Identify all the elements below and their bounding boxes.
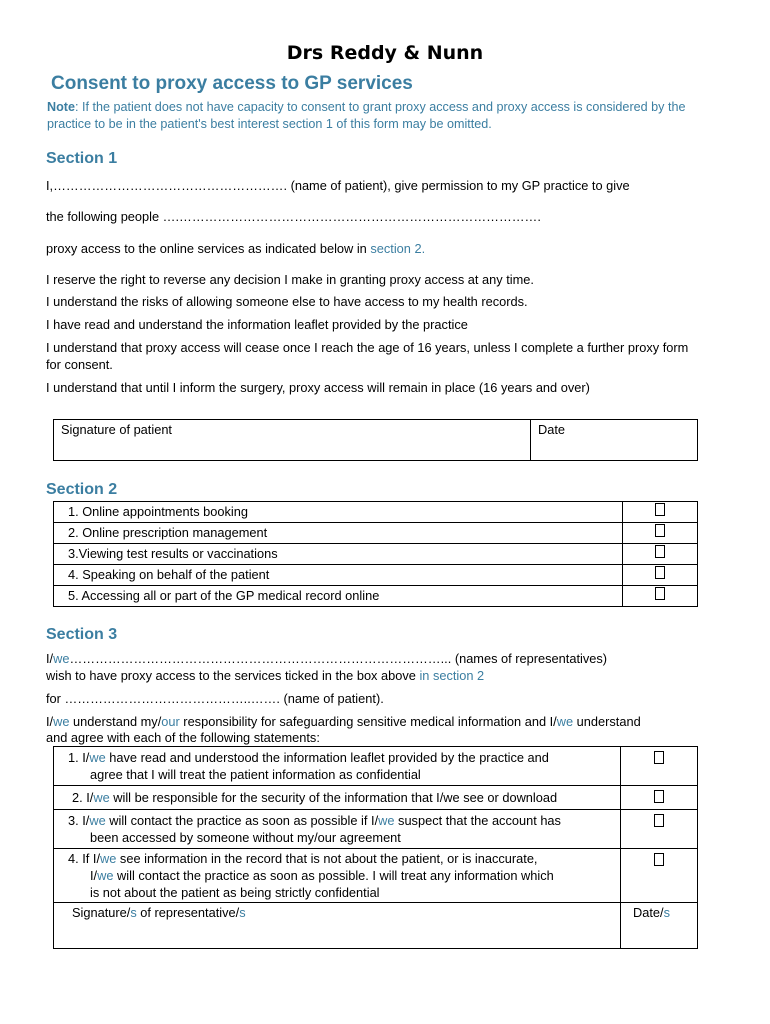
checkbox-icon[interactable]	[654, 814, 664, 827]
statement-1: I reserve the right to reverse any decision I make in granting proxy access at any time.	[46, 272, 534, 287]
s3-l2-a: wish to have proxy access to the services ticked in the box above	[46, 668, 420, 683]
patient-name-line: I,………………………………………………. (name of patient), give permission to my GP practice to give	[46, 178, 630, 193]
section3-heading: Section 3	[46, 626, 118, 643]
checkbox-icon[interactable]	[654, 853, 664, 866]
s3-l2-link: in section 2	[419, 668, 485, 683]
rep-checkbox[interactable]	[621, 849, 698, 903]
rep-statement-2: 2. I/we will be responsible for the security of the information that I/we see or download	[54, 786, 621, 810]
rep-checkbox[interactable]	[621, 810, 698, 849]
s3-l1-b: ……………………………………………………………………………... (names of representatives)	[69, 651, 608, 666]
patient-date-field[interactable]	[531, 420, 698, 461]
checkbox-icon[interactable]	[655, 503, 665, 516]
rep-date-field[interactable]: Date/s	[621, 903, 698, 949]
rep-statement-3: 3. I/we will contact the practice as soon as possible if I/we suspect that the account has been accessed by someone without my/our agreement	[54, 810, 621, 849]
service-checkbox[interactable]	[623, 565, 698, 586]
s3-l1-we: we	[53, 651, 70, 666]
service-item: 5. Accessing all or part of the GP medical record online	[54, 586, 623, 607]
statement-2: I understand the risks of allowing someone else to have access to my health records.	[46, 294, 528, 309]
section2-link: section 2.	[370, 241, 426, 256]
s3-l4-d: understand	[573, 714, 641, 729]
checkbox-icon[interactable]	[654, 790, 664, 803]
service-checkbox[interactable]	[623, 586, 698, 607]
rep-checkbox[interactable]	[621, 747, 698, 786]
note-text: : If the patient does not have capacity to consent to grant proxy access and proxy access is considered by the practice to be in the patient's best interest section 1 of this form may be omitted.	[47, 100, 686, 131]
form-title: Consent to proxy access to GP services	[51, 73, 413, 94]
proxy-access-line	[46, 240, 425, 257]
rep-checkbox[interactable]	[621, 786, 698, 810]
rep-signature-field[interactable]: Signature/s of representative/s	[54, 903, 621, 949]
section1-heading: Section 1	[46, 150, 118, 167]
service-item: 2. Online prescription management	[54, 523, 623, 544]
note-label: Note	[47, 100, 75, 114]
for-patient-line: for ……………………………………..……. (name of patient).	[46, 691, 384, 706]
statement-3: I have read and understand the information leaflet provided by the practice	[46, 317, 468, 332]
s3-l4-our: our	[161, 714, 180, 729]
service-checkbox[interactable]	[623, 523, 698, 544]
patient-signature-field[interactable]	[54, 420, 531, 461]
patient-signature-table	[53, 419, 698, 461]
service-checkbox[interactable]	[623, 544, 698, 565]
s3-l1-a: I/	[46, 651, 54, 666]
service-item: 3.Viewing test results or vaccinations	[54, 544, 623, 565]
practice-name: Drs Reddy & Nunn	[286, 42, 484, 64]
s3-l4-a: I/	[46, 714, 54, 729]
rep-statement-4: 4. If I/we see information in the record that is not about the patient, or is inaccurate, I/we will contact the practice as soon as possible. I will treat any information which is not about the patient as being strictly confidential	[54, 849, 621, 903]
s3-l4-we2: we	[556, 714, 574, 729]
note	[47, 99, 727, 133]
statements-table	[53, 746, 698, 949]
wish-line	[46, 667, 484, 684]
s3-l4-we: we	[53, 714, 70, 729]
checkbox-icon[interactable]	[655, 566, 665, 579]
statement-5: I understand that until I inform the surgery, proxy access will remain in place (16 years and over)	[46, 380, 590, 395]
section2-heading: Section 2	[46, 481, 118, 498]
rep-statement-1: 1. I/we have read and understood the information leaflet provided by the practice and agree that I will treat the patient information as confidential	[54, 747, 621, 786]
responsibility-line	[46, 713, 641, 730]
checkbox-icon[interactable]	[655, 587, 665, 600]
agree-line: and agree with each of the following statements:	[46, 730, 320, 745]
s3-l4-c: responsibility for safeguarding sensitive medical information and I/	[179, 714, 557, 729]
proxy-access-text: proxy access to the online services as indicated below in	[46, 241, 371, 256]
date-label: Date	[538, 422, 566, 437]
checkbox-icon[interactable]	[655, 545, 665, 558]
representatives-line	[46, 650, 607, 667]
signature-label: Signature of patient	[61, 422, 172, 437]
service-checkbox[interactable]	[623, 502, 698, 523]
services-table	[53, 501, 698, 607]
s3-l4-b: understand my/	[69, 714, 162, 729]
service-item: 1. Online appointments booking	[54, 502, 623, 523]
proxy-people-line: the following people ….………………………………………………………………………….	[46, 209, 541, 224]
checkbox-icon[interactable]	[655, 524, 665, 537]
statement-4: I understand that proxy access will cease once I reach the age of 16 years, unless I complete a further proxy form for consent.	[46, 340, 689, 372]
service-item: 4. Speaking on behalf of the patient	[54, 565, 623, 586]
checkbox-icon[interactable]	[654, 751, 664, 764]
